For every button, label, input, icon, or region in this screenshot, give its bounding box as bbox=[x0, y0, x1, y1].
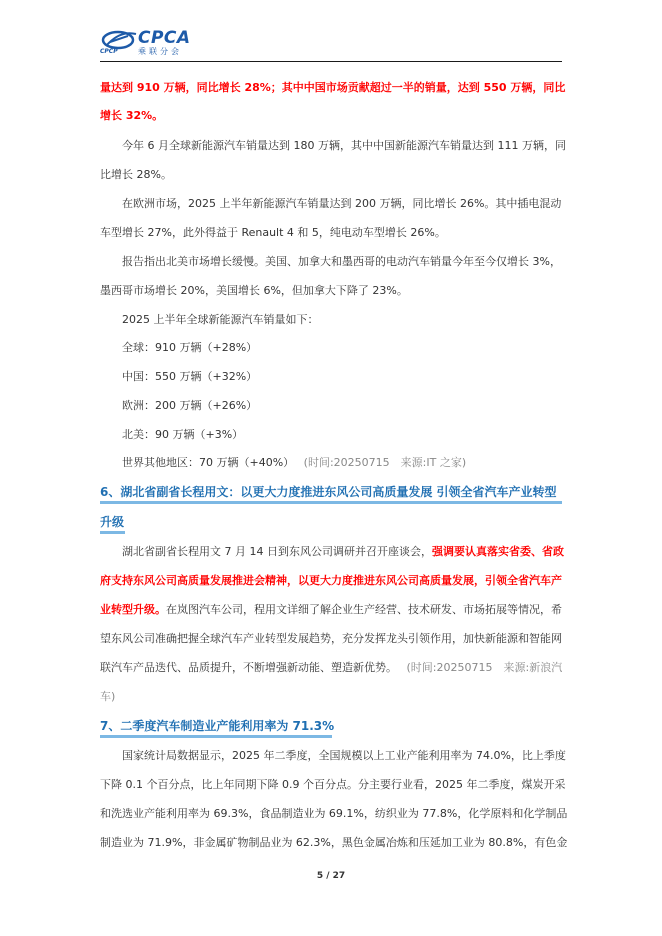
section7-line3: 和洗选业产能利用率为 69.3%，食品制造业为 69.1%，纺织业为 77.8%，化学原料和化学制品 bbox=[100, 807, 568, 820]
section6-heading-line1: 6、湖北省副省长程用文：以更大力度推进东风公司高质量发展 引领全省汽车产业转型 bbox=[100, 485, 557, 499]
section6-line1-text: 湖北省副省长程用文 7 月 14 日到东风公司调研并召开座谈会， bbox=[122, 545, 432, 558]
section6-line3-text: 在岚图汽车公司，程用文详细了解企业生产经营、技术研发、市场拓展等情况，希 bbox=[166, 603, 562, 616]
p5-intro: 2025 上半年全球新能源汽车销量如下： bbox=[122, 313, 319, 326]
section6-line3 bbox=[100, 602, 562, 618]
p2-line2: 比增长 28%。 bbox=[100, 168, 172, 181]
source-note: (时间:20250715 来源:IT 之家) bbox=[303, 456, 467, 469]
section7-underline bbox=[100, 735, 332, 738]
p4-line1: 报告指出北美市场增长缓慢。美国、加拿大和墨西哥的电动汽车销量今年至今仅增长 3%， bbox=[122, 255, 561, 268]
logo-text: CPCA bbox=[138, 28, 191, 48]
section7-line1: 国家统计局数据显示，2025 年二季度，全国规模以上工业产能利用率为 74.0%，比上季度 bbox=[122, 749, 566, 762]
section7-line2: 下降 0.1 个百分点，比上年同期下降 0.9 个百分点。分主要行业看，2025 年二季度，煤炭开采 bbox=[100, 778, 566, 791]
list-item-global: 全球：910 万辆（+28%） bbox=[122, 341, 258, 354]
p3-line1: 在欧洲市场，2025 上半年新能源汽车销量达到 200 万辆，同比增长 26%。其中插电混动 bbox=[122, 197, 562, 210]
section7-heading: 7、二季度汽车制造业产能利用率为 71.3% bbox=[100, 719, 335, 733]
section7-line4: 制造业为 71.9%，非金属矿物制品业为 62.3%，黑色金属冶炼和压延加工业为 80.8%，有色金 bbox=[100, 836, 568, 849]
section6-underline bbox=[100, 501, 562, 504]
cpca-logo bbox=[100, 26, 200, 56]
list-item-china: 中国：550 万辆（+32%） bbox=[122, 370, 258, 383]
section6-source: (时间:20250715 来源:新浪汽 bbox=[406, 661, 563, 674]
p4-line2: 墨西哥市场增长 20%，美国增长 6%，但加拿大下降了 23%。 bbox=[100, 284, 408, 297]
p2-line1: 今年 6 月全球新能源汽车销量达到 180 万辆，其中中国新能源汽车销量达到 111 万辆，同 bbox=[122, 139, 566, 152]
section6-line3-emphasis: 业转型升级。 bbox=[100, 603, 166, 616]
section6-heading-line2: 升级 bbox=[100, 515, 125, 529]
section6-line5 bbox=[100, 660, 562, 676]
list-item-north-america: 北美：90 万辆（+3%） bbox=[122, 428, 244, 441]
logo-small-text: CPCP bbox=[100, 48, 118, 55]
header-divider bbox=[100, 61, 562, 62]
list-item-other-text: 世界其他地区：70 万辆（+40%） bbox=[122, 456, 295, 469]
list-item-europe: 欧洲：200 万辆（+26%） bbox=[122, 399, 258, 412]
page-header bbox=[100, 20, 562, 62]
section6-line1 bbox=[122, 544, 564, 560]
p1-line2: 增长 32%。 bbox=[100, 109, 164, 122]
section6-underline-2 bbox=[100, 531, 125, 534]
list-item-other bbox=[122, 455, 466, 471]
page-number: 5 / 27 bbox=[316, 871, 346, 881]
section6-line5-text: 联汽车产品迭代、品质提升，不断增强新动能、塑造新优势。 bbox=[100, 661, 397, 674]
section6-line2: 府支持东风公司高质量发展推进会精神，以更大力度推进东风公司高质量发展，引领全省汽车产 bbox=[100, 574, 562, 587]
p3-line2: 车型增长 27%，此外得益于 Renault 4 和 5，纯电动车型增长 26%。 bbox=[100, 226, 446, 239]
logo-subtitle: 乘联分会 bbox=[138, 47, 182, 56]
p1-line1: 量达到 910 万辆，同比增长 28%；其中中国市场贡献超过一半的销量，达到 550 万辆，同比 bbox=[100, 81, 566, 94]
section6-line4: 望东风公司准确把握全球汽车产业转型发展趋势，充分发挥龙头引领作用，加快新能源和智能网 bbox=[100, 632, 562, 645]
section6-line1-emphasis: 强调要认真落实省委、省政 bbox=[431, 545, 564, 558]
section6-source-end: 车) bbox=[100, 690, 116, 703]
